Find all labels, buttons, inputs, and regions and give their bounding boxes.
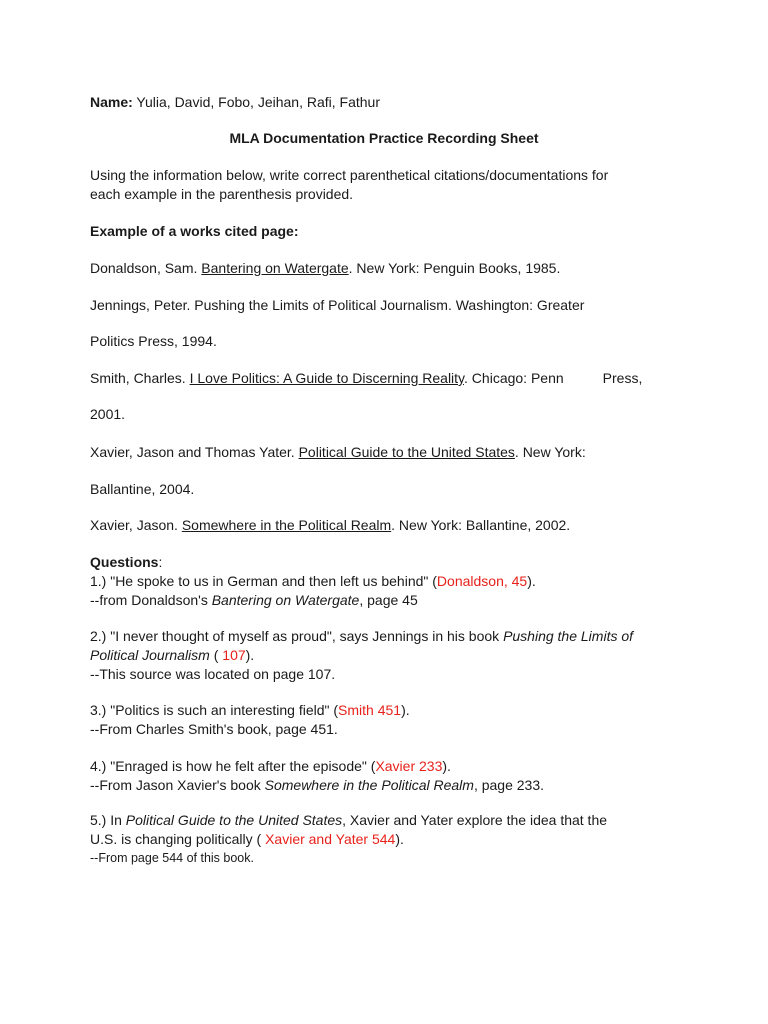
entry-title: Somewhere in the Political Realm — [181, 517, 392, 533]
question-close: ). — [401, 702, 410, 718]
entry-author: Xavier, Jason. — [90, 517, 182, 533]
document-title: MLA Documentation Practice Recording Sheet — [229, 130, 539, 146]
entry-publication: . New York: — [514, 444, 586, 460]
entry-author: Xavier, Jason and Thomas Yater. — [90, 444, 299, 460]
works-cited-entry-xavier-yater — [90, 443, 586, 462]
entry-title: Political Guide to the United States — [298, 444, 515, 460]
question-text: 1.) "He spoke to us in German and then left us behind" ( — [90, 573, 437, 589]
question-5-source: --From page 544 of this book. — [90, 851, 254, 865]
works-cited-entry-xavier — [90, 516, 570, 535]
question-2-source: --This source was located on page 107. — [90, 666, 336, 682]
name-label: Name: — [90, 94, 133, 110]
question-text: 2.) "I never thought of myself as proud", says Jennings in his book — [90, 628, 504, 644]
entry-publication-cont: Press, — [602, 370, 643, 386]
entry-author: Smith, Charles. — [90, 370, 190, 386]
works-cited-entry-donaldson — [90, 259, 560, 278]
question-text: 5.) In — [90, 812, 126, 828]
citation-answer: Xavier 233 — [375, 758, 443, 774]
works-cited-heading: Example of a works cited page: — [90, 223, 299, 239]
citation-answer: Donaldson, 45 — [436, 573, 528, 589]
citation-answer: 107 — [222, 647, 246, 663]
question-2-line-2 — [90, 646, 254, 665]
source-title: Bantering on Watergate — [211, 592, 360, 608]
instructions-line-2: each example in the parenthesis provided. — [90, 186, 354, 202]
question-book-title-cont: Political Journalism — [90, 647, 210, 663]
question-1 — [90, 572, 536, 591]
questions-heading — [90, 553, 162, 572]
question-open: ( — [209, 647, 223, 663]
name-value: Yulia, David, Fobo, Jeihan, Rafi, Fathur — [132, 94, 381, 110]
source-title: Somewhere in the Political Realm — [264, 777, 474, 793]
question-close: ). — [395, 831, 404, 847]
entry-publication: . Chicago: Penn — [464, 370, 564, 386]
works-cited-entry-xavier-yater-line-2: Ballantine, 2004. — [90, 481, 195, 497]
question-close: ). — [527, 573, 536, 589]
question-close: ). — [245, 647, 255, 663]
entry-title: Bantering on Watergate — [201, 260, 349, 276]
question-text: 4.) "Enraged is how he felt after the episode" ( — [90, 758, 376, 774]
works-cited-entry-jennings-line-1: Jennings, Peter. Pushing the Limits of Political Journalism. Washington: Greater — [90, 297, 585, 313]
question-2 — [90, 627, 633, 646]
works-cited-entry-jennings-line-2: Politics Press, 1994. — [90, 333, 217, 349]
name-line — [90, 93, 380, 112]
question-5-line-2 — [90, 830, 404, 849]
question-4-source — [90, 776, 544, 795]
question-4 — [90, 757, 451, 776]
entry-publication: . New York: Penguin Books, 1985. — [348, 260, 561, 276]
source-page: , page 233. — [473, 777, 545, 793]
source-text: --From Jason Xavier's book — [90, 777, 265, 793]
entry-title: I Love Politics: A Guide to Discerning Reality — [189, 370, 465, 386]
entry-author: Donaldson, Sam. — [90, 260, 202, 276]
source-page: , page 45 — [359, 592, 418, 608]
question-text: U.S. is changing politically ( — [90, 831, 266, 847]
instructions-line-1: Using the information below, write correct parenthetical citations/documentations for — [90, 167, 609, 183]
question-book-title: Pushing the Limits of — [503, 628, 634, 644]
questions-heading-colon: : — [158, 554, 163, 570]
question-5 — [90, 811, 607, 830]
works-cited-entry-smith-line-2: 2001. — [90, 406, 126, 422]
question-book-title: Political Guide to the United States — [125, 812, 343, 828]
question-text: 3.) "Politics is such an interesting field" ( — [90, 702, 339, 718]
question-3 — [90, 701, 410, 720]
citation-answer: Xavier and Yater 544 — [265, 831, 396, 847]
citation-answer: Smith 451 — [338, 702, 402, 718]
question-1-source — [90, 591, 418, 610]
question-close: ). — [442, 758, 451, 774]
question-3-source: --From Charles Smith's book, page 451. — [90, 721, 338, 737]
entry-publication: . New York: Ballantine, 2002. — [391, 517, 571, 533]
source-text: --from Donaldson's — [90, 592, 212, 608]
works-cited-entry-smith — [90, 369, 642, 388]
questions-heading-text: Questions — [90, 554, 159, 570]
question-text-cont: , Xavier and Yater explore the idea that the — [342, 812, 608, 828]
